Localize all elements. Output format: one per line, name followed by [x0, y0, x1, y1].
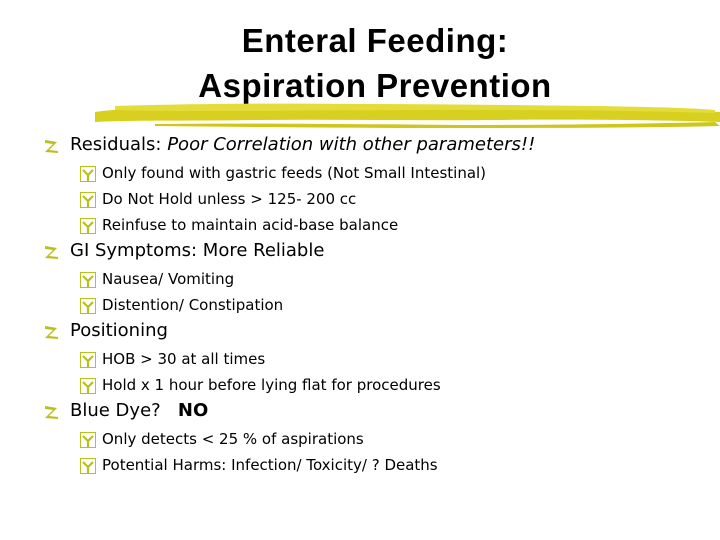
- sub-bullet: [44, 269, 704, 289]
- sub-bullet-text: Do Not Hold unless > 125- 200 cc: [102, 190, 357, 208]
- z-bullet-icon: [44, 325, 59, 340]
- sub-bullet-text: Hold x 1 hour before lying flat for procedures: [102, 376, 441, 394]
- sub-bullet: [44, 349, 704, 369]
- slide-title: [40, 18, 710, 108]
- y-box-bullet-icon: [80, 352, 96, 368]
- sub-bullet-text: Only detects < 25 % of aspirations: [102, 430, 364, 448]
- sub-bullet-text: Nausea/ Vomiting: [102, 270, 235, 288]
- sub-bullet-text: Only found with gastric feeds (Not Small Intestinal): [102, 164, 487, 182]
- sub-bullet: [44, 429, 704, 449]
- y-box-bullet-icon: [80, 378, 96, 394]
- z-bullet-icon: [44, 139, 59, 154]
- y-box-bullet-icon: [80, 272, 96, 288]
- z-bullet-icon: [44, 405, 59, 420]
- title-line-2: Aspiration Prevention: [198, 67, 552, 104]
- sub-bullet: [44, 375, 704, 395]
- sub-bullet-text: Distention/ Constipation: [102, 296, 284, 314]
- y-box-bullet-icon: [80, 432, 96, 448]
- residuals-label: Residuals:: [70, 134, 162, 155]
- bullet-positioning: [44, 319, 704, 343]
- title-line-1: Enteral Feeding:: [241, 22, 509, 59]
- bullet-list: [44, 130, 704, 475]
- sub-bullet: [44, 215, 704, 235]
- sub-bullet-text: HOB > 30 at all times: [102, 350, 266, 368]
- z-bullet-icon: [44, 245, 59, 260]
- positioning-label: Positioning: [70, 320, 168, 341]
- bullet-blue-dye: [44, 399, 704, 423]
- title-brush-underline: [95, 98, 720, 134]
- y-box-bullet-icon: [80, 166, 96, 182]
- blue-dye-label: Blue Dye?: [70, 400, 161, 421]
- y-box-bullet-icon: [80, 192, 96, 208]
- sub-bullet: [44, 189, 704, 209]
- sub-bullet: [44, 455, 704, 475]
- sub-bullet-text: Potential Harms: Infection/ Toxicity/ ? Deaths: [102, 456, 438, 474]
- y-box-bullet-icon: [80, 218, 96, 234]
- sub-bullet: [44, 295, 704, 315]
- sub-bullet: [44, 163, 704, 183]
- residuals-emphasis: Poor Correlation with other parameters!!: [167, 134, 536, 155]
- gi-symptoms-label: GI Symptoms: More Reliable: [70, 240, 325, 261]
- blue-dye-answer: NO: [177, 400, 209, 421]
- bullet-residuals: [44, 133, 704, 157]
- sub-bullet-text: Reinfuse to maintain acid-base balance: [102, 216, 399, 234]
- y-box-bullet-icon: [80, 298, 96, 314]
- bullet-gi-symptoms: [44, 239, 704, 263]
- y-box-bullet-icon: [80, 458, 96, 474]
